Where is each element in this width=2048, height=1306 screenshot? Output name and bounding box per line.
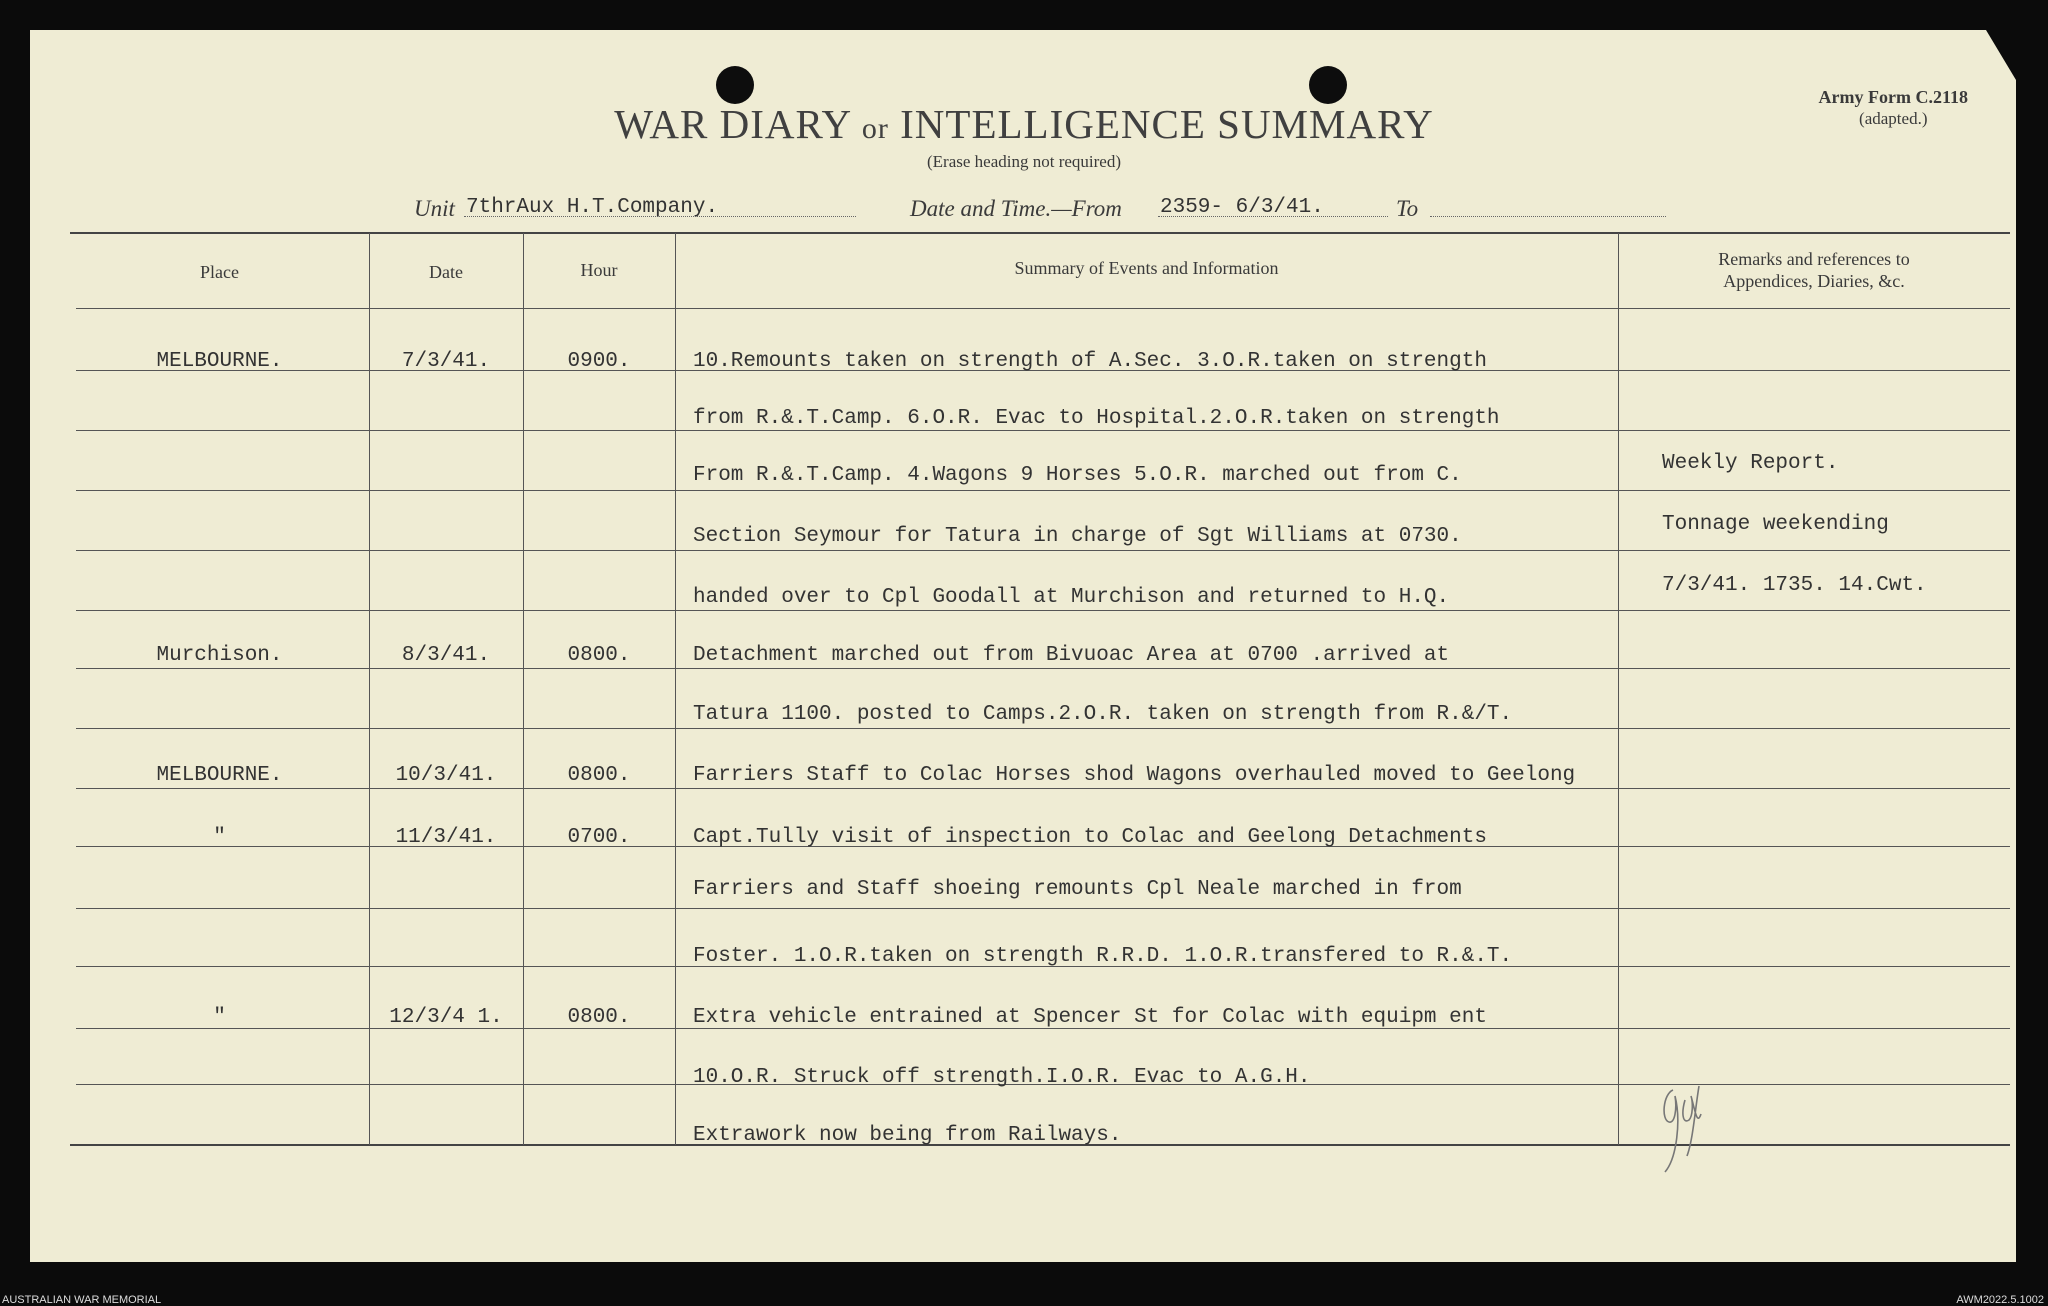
place-cell: MELBOURNE. — [156, 764, 283, 787]
date-time-label: Date and Time.—From — [910, 196, 1122, 221]
title-war-diary: WAR DIARY — [614, 101, 851, 147]
date-cell: 10/3/41. — [395, 764, 497, 787]
header-hour: Hour — [580, 260, 618, 280]
table-top-rule — [70, 232, 2010, 234]
date-cell: 12/3/4 1. — [389, 1006, 503, 1029]
initials-signature — [1655, 1080, 1707, 1175]
row-rule — [76, 430, 2010, 431]
hour-cell: 0800. — [567, 764, 631, 787]
date-cell: 7/3/41. — [401, 350, 491, 373]
unit-dotted-line — [464, 216, 856, 217]
punch-hole — [716, 66, 754, 104]
summary-cell: Capt.Tully visit of inspection to Colac and Geelong Detachments — [693, 826, 1487, 849]
header-rule — [76, 308, 2010, 309]
place-cell: " — [213, 826, 226, 849]
summary-cell: Foster. 1.O.R.taken on strength R.R.D. 1.O.R.transfered to R.&.T. — [693, 945, 1513, 968]
summary-cell: 10.O.R. Struck off strength.I.O.R. Evac to A.G.H. — [693, 1066, 1311, 1089]
hour-cell: 0800. — [567, 644, 631, 667]
from-dotted-line — [1158, 216, 1388, 217]
header-remarks — [1618, 248, 2010, 292]
row-rule — [76, 490, 2010, 491]
row-rule — [76, 610, 2010, 611]
summary-cell: Farriers and Staff shoeing remounts Cpl Neale marched in from — [693, 878, 1462, 901]
to-label: To — [1396, 196, 1419, 221]
summary-cell: Detachment marched out from Bivuoac Area at 0700 .arrived at — [693, 644, 1450, 667]
header-date: Date — [429, 262, 463, 282]
hour-cell: 0800. — [567, 1006, 631, 1029]
row-rule — [76, 908, 2010, 909]
title-or: or — [861, 112, 889, 145]
summary-cell: Extra vehicle entrained at Spencer St for Colac with equipm ent — [693, 1006, 1487, 1029]
date-cell: 8/3/41. — [401, 644, 491, 667]
army-form-number: Army Form C.2118 — [1818, 87, 1968, 107]
header-remarks-line-1: Remarks and references to — [1718, 249, 1910, 269]
summary-cell: From R.&.T.Camp. 4.Wagons 9 Horses 5.O.R. marched out from C. — [693, 464, 1462, 487]
row-rule — [76, 550, 2010, 551]
place-cell: Murchison. — [156, 644, 283, 667]
summary-cell: handed over to Cpl Goodall at Murchison and returned to H.Q. — [693, 586, 1450, 609]
page-title — [0, 100, 2048, 148]
punch-hole — [1309, 66, 1347, 104]
title-intelligence-summary: INTELLIGENCE SUMMARY — [900, 101, 1434, 147]
remarks-cell: Weekly Report. — [1662, 452, 1839, 475]
unit-value: 7thrAux H.T.Company. — [466, 196, 719, 219]
remarks-cell: 7/3/41. 1735. 14.Cwt. — [1662, 574, 1927, 597]
header-summary: Summary of Events and Information — [1014, 258, 1279, 278]
summary-cell: Farriers Staff to Colac Horses shod Wagons overhauled moved to Geelong — [693, 764, 1576, 787]
to-dotted-line — [1430, 216, 1666, 217]
summary-cell: Extrawork now being from Railways. — [693, 1124, 1122, 1147]
unit-label: Unit — [414, 196, 455, 221]
army-form-note: (adapted.) — [1859, 109, 1928, 128]
header-remarks-line-2: Appendices, Diaries, &c. — [1723, 271, 1905, 291]
archive-footer-right: AWM2022.5.1002 — [1956, 1294, 2044, 1306]
hour-cell: 0900. — [567, 350, 631, 373]
row-rule — [76, 668, 2010, 669]
row-rule — [76, 788, 2010, 789]
summary-cell: 10.Remounts taken on strength of A.Sec. 3.O.R.taken on strength — [693, 350, 1487, 373]
header-place: Place — [200, 262, 239, 282]
erase-note: (Erase heading not required) — [927, 152, 1121, 171]
archive-footer-left: AUSTRALIAN WAR MEMORIAL — [2, 1294, 162, 1306]
row-rule — [76, 728, 2010, 729]
from-value: 2359- 6/3/41. — [1160, 196, 1324, 219]
date-cell: 11/3/41. — [395, 826, 497, 849]
army-form-label — [1819, 86, 1968, 130]
hour-cell: 0700. — [567, 826, 631, 849]
remarks-cell: Tonnage weekending — [1662, 513, 1889, 536]
place-cell: " — [213, 1006, 226, 1029]
summary-cell: Tatura 1100. posted to Camps.2.O.R. taken on strength from R.&/T. — [693, 703, 1513, 726]
summary-cell: Section Seymour for Tatura in charge of Sgt Williams at 0730. — [693, 525, 1462, 548]
summary-cell: from R.&.T.Camp. 6.O.R. Evac to Hospital.2.O.R.taken on strength — [693, 407, 1500, 430]
place-cell: MELBOURNE. — [156, 350, 283, 373]
